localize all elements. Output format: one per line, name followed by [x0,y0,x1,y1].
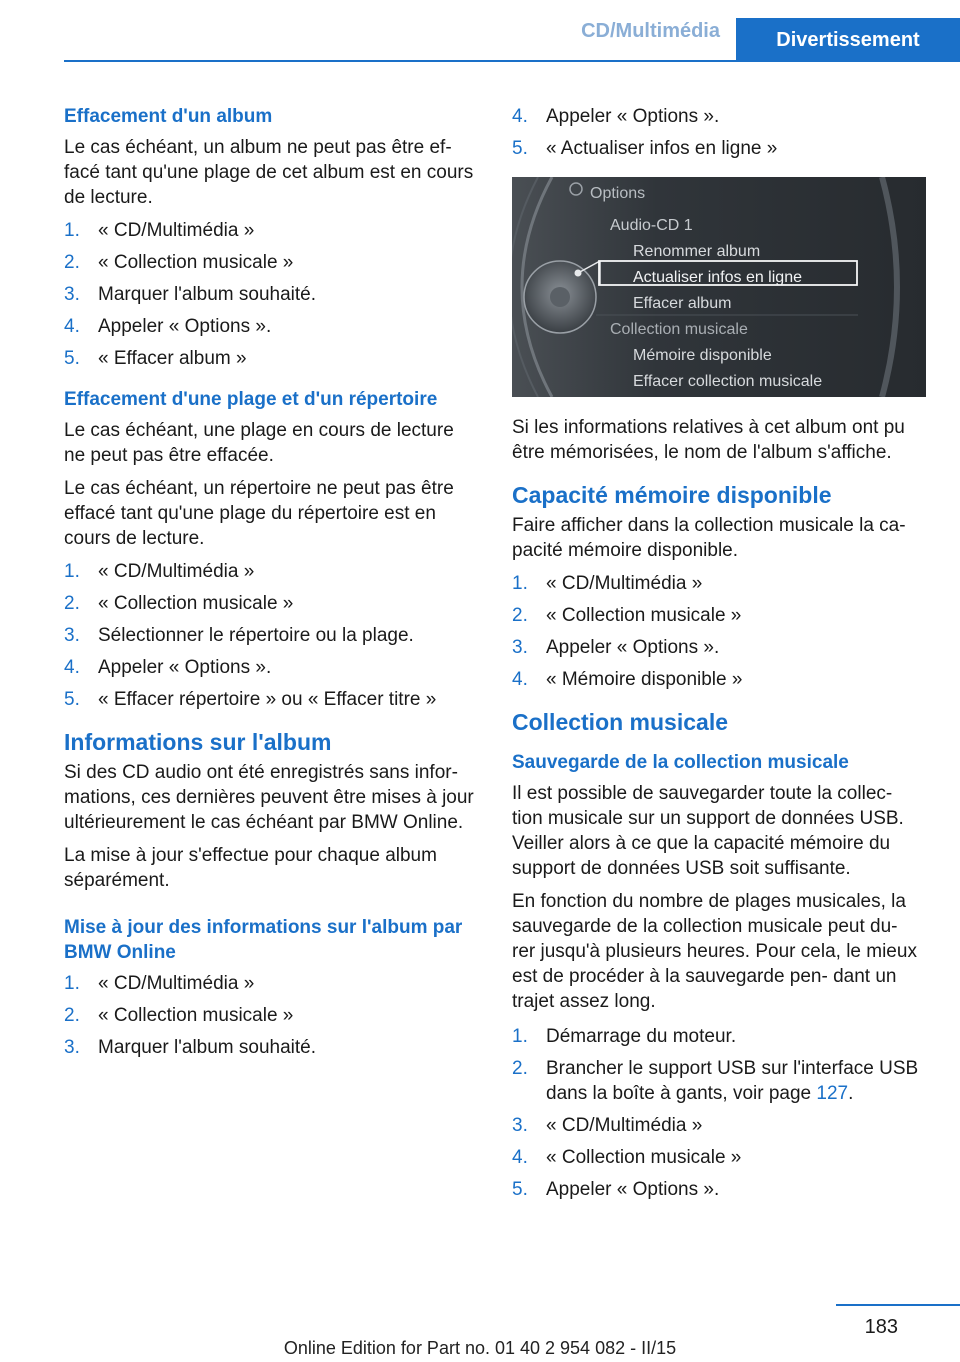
screen-group: Collection musicale [610,321,748,338]
paragraph: Le cas échéant, une plage en cours de lecture ne peut pas être effacée. [64,420,454,466]
screen-item: Effacer album [633,295,732,312]
list-item: 4. Appeler « Options ». [64,657,272,678]
chapter-tab: Divertissement [736,18,960,62]
page-link[interactable]: 127 [816,1083,849,1104]
footer-rule [836,1304,960,1306]
paragraph: En fonction du nombre de plages musicales, la sauvegarde de la collection musicale peut du‐ rer jusqu'à plusieurs heures. Pour cela, le mieux est de procéder à la sauvegarde pen‐ dant un trajet assez long. [512,891,917,1012]
paragraph: Le cas échéant, un album ne peut pas être ef‐ facé tant qu'une plage de cet album est en cours de lecture. [64,137,474,208]
list-item: 2. « Collection musicale » [64,252,294,273]
steps-list [64,971,476,1060]
heading-backup-collection: Sauvegarde de la collection musicale [512,752,849,773]
steps-list [512,571,924,692]
screen-item: Renommer album [633,243,761,260]
heading-update-album-info: Mise à jour des informations sur l'album par BMW Online [64,917,463,963]
heading-delete-track: Effacement d'une plage et d'un répertoire [64,389,438,410]
list-item: 1. « CD/Multimédia » [512,573,703,594]
section-tab: CD/Multimédia [581,20,720,42]
list-item: 5. « Effacer répertoire » ou « Effacer titre » [64,689,437,710]
list-item: 5. Appeler « Options ». [512,1179,720,1200]
paragraph: La mise à jour s'effectue pour chaque album séparément. [64,845,437,891]
steps-list [64,559,476,712]
steps-list [64,218,476,371]
left-column [64,104,476,1076]
screen-group: Audio-CD 1 [610,217,693,234]
list-item: 1. Démarrage du moteur. [512,1026,737,1047]
list-item: 4. Appeler « Options ». [512,106,720,127]
list-item: 3. Marquer l'album souhaité. [64,1037,317,1058]
list-item: 4. « Collection musicale » [512,1147,742,1168]
idrive-screen-figure [512,177,926,397]
steps-list [512,104,924,161]
right-column [512,104,924,1218]
list-item: 1. « CD/Multimédia » [64,973,255,994]
screen-title: Options [590,185,646,202]
list-item: 3. Appeler « Options ». [512,637,720,658]
paragraph: Si des CD audio ont été enregistrés sans infor‐ mations, ces dernières peuvent être mises à jour ultérieurement le cas échéant par BMW Online. [64,762,474,833]
list-item: 4. Appeler « Options ». [64,316,272,337]
screen-item: Effacer collection musicale [633,373,823,390]
list-item: 2. « Collection musicale » [512,605,742,626]
list-item: 5. « Effacer album » [64,348,247,369]
list-item: 3. Sélectionner le répertoire ou la plage. [64,625,414,646]
list-item: 1. « CD/Multimédia » [64,561,255,582]
list-item: 2. Brancher le support USB sur l'interface USB dans la boîte à gants, voir page 127. [512,1058,919,1104]
steps-list [512,1024,924,1202]
screen-item: Mémoire disponible [633,347,772,364]
heading-music-collection: Collection musicale [512,709,729,735]
list-item: 3. « CD/Multimédia » [512,1115,703,1136]
heading-memory-capacity: Capacité mémoire disponible [512,482,832,508]
list-item: 2. « Collection musicale » [64,593,294,614]
list-item: 1. « CD/Multimédia » [64,220,255,241]
screen-item-selected: Actualiser infos en ligne [633,269,802,286]
list-item: 3. Marquer l'album souhaité. [64,284,317,305]
paragraph: Faire afficher dans la collection musicale la ca‐ pacité mémoire disponible. [512,515,906,561]
heading-delete-album: Effacement d'un album [64,106,273,127]
edition-footer: Online Edition for Part no. 01 40 2 954 082 - II/15 [283,1338,677,1358]
paragraph: Il est possible de sauvegarder toute la collec‐ tion musicale sur un support de données USB. Veiller alors à ce que la capacité mémoire du support de données USB soit suffisante. [512,783,904,879]
paragraph: Le cas échéant, un répertoire ne peut pas être effacé tant qu'une plage du répertoire est en cours de lecture. [64,478,454,549]
header-rule [64,60,960,62]
list-item: 5. « Actualiser infos en ligne » [512,138,778,159]
paragraph: Si les informations relatives à cet album ont pu être mémorisées, le nom de l'album s'affiche. [512,417,905,463]
list-item: 4. « Mémoire disponible » [512,669,743,690]
list-item: 2. « Collection musicale » [64,1005,294,1026]
page-number: 183 [864,1316,898,1338]
page-header [0,0,960,62]
heading-album-info: Informations sur l'album [64,729,332,755]
